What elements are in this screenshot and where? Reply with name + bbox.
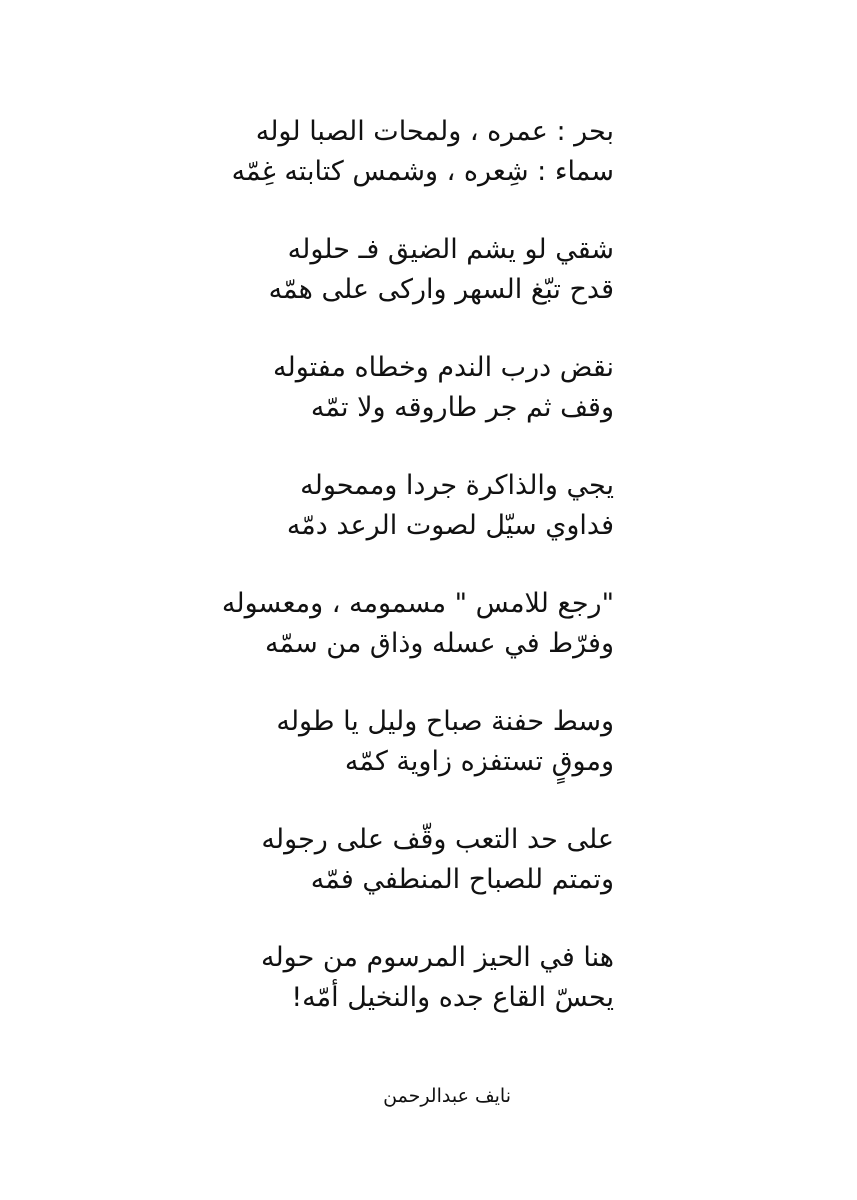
stanza-8 bbox=[0, 938, 857, 1056]
verse-line: وتمتم للصباح المنطفي فمّه bbox=[310, 864, 614, 895]
verse-line: وسط حفنة صباح وليل يا طوله bbox=[276, 706, 614, 737]
verse-line: "رجع للامس " مسمومه ، ومعسوله bbox=[221, 588, 614, 619]
stanza-7 bbox=[0, 820, 857, 938]
poem bbox=[0, 112, 857, 1056]
stanza-6 bbox=[0, 702, 857, 820]
verse-line: فداوي سيّل لصوت الرعد دمّه bbox=[286, 510, 614, 541]
verse-line: هنا في الحيز المرسوم من حوله bbox=[260, 942, 614, 973]
verse-line: قدح تبّغ السهر واركى على همّه bbox=[268, 274, 614, 305]
author-signature: نايف عبدالرحمن bbox=[383, 1085, 511, 1107]
verse-line: شقي لو يشم الضيق فـ حلوله bbox=[287, 234, 614, 265]
stanza-2 bbox=[0, 230, 857, 348]
stanza-1 bbox=[0, 112, 857, 230]
verse-line: على حد التعب وقّف على رجوله bbox=[261, 824, 614, 855]
verse-line: وفرّط في عسله وذاق من سمّه bbox=[265, 628, 614, 659]
verse-line: نقض درب الندم وخطاه مفتوله bbox=[273, 352, 614, 383]
stanza-5 bbox=[0, 584, 857, 702]
verse-line: وموقٍ تستفزه زاوية كمّه bbox=[344, 746, 614, 777]
verse-line: يحسّ القاع جده والنخيل أمّه! bbox=[291, 982, 614, 1013]
verse-line: سماء : شِعره ، وشمس كتابته غِمّه bbox=[231, 156, 614, 187]
verse-line: بحر : عمره ، ولمحات الصبا لوله bbox=[255, 116, 614, 147]
verse-line: يجي والذاكرة جردا وممحوله bbox=[300, 470, 614, 501]
verse-line: وقف ثم جر طاروقه ولا تمّه bbox=[310, 392, 614, 423]
stanza-4 bbox=[0, 466, 857, 584]
stanza-3 bbox=[0, 348, 857, 466]
